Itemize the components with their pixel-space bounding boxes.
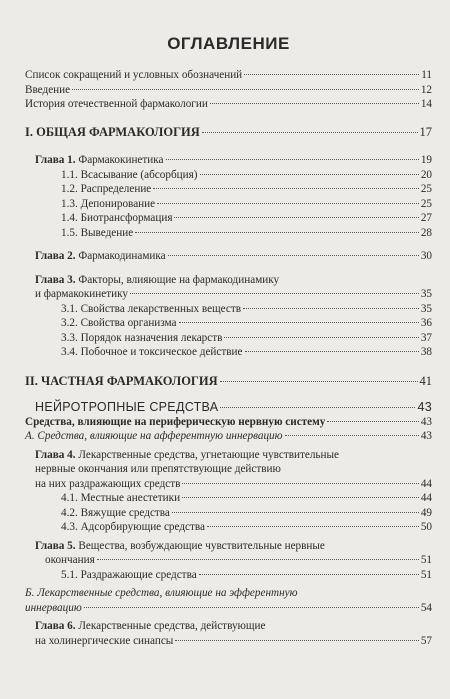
page-number: 14 bbox=[420, 98, 432, 110]
page-number: 20 bbox=[420, 168, 432, 181]
page-number: 35 bbox=[420, 302, 432, 315]
toc-neurotropic[interactable]: НЕЙРОТРОПНЫЕ СРЕДСТВА 43 bbox=[35, 400, 432, 414]
toc-entry-introduction[interactable]: Введение 12 bbox=[25, 83, 432, 96]
page-number: 44 bbox=[420, 477, 432, 490]
toc-chapter-2[interactable]: Глава 2. Фармакодинамика 30 bbox=[35, 250, 432, 262]
page-number: 41 bbox=[419, 373, 432, 388]
page-number: 28 bbox=[420, 226, 432, 239]
page-number: 51 bbox=[420, 554, 432, 566]
chapter-label: Глава 4. bbox=[35, 448, 76, 461]
page-number: 35 bbox=[420, 288, 432, 300]
toc-section-3-1[interactable]: 3.1. Свойства лекарственных веществ 35 bbox=[61, 302, 432, 315]
chapter-label: Глава 6. bbox=[35, 620, 76, 632]
page-number: 49 bbox=[420, 506, 432, 519]
toc-part-special[interactable]: II. ЧАСТНАЯ ФАРМАКОЛОГИЯ 41 bbox=[25, 373, 432, 388]
toc-afferent[interactable]: А. Средства, влияющие на афферентную иннервацию 43 bbox=[25, 430, 432, 442]
page-number: 11 bbox=[421, 69, 432, 81]
chapter-label: Глава 5. bbox=[35, 539, 76, 552]
page-number: 50 bbox=[420, 521, 432, 533]
chapter-label: Глава 2. bbox=[35, 250, 76, 262]
toc-section-1-1[interactable]: 1.1. Всасывание (абсорбция) 20 bbox=[61, 168, 432, 181]
page-number: 57 bbox=[420, 634, 432, 647]
page-title: ОГЛАВЛЕНИЕ bbox=[167, 34, 290, 53]
toc-efferent[interactable]: Б. Лекарственные средства, влияющие на эфферентную иннервацию 54 bbox=[25, 587, 432, 614]
toc-section-1-3[interactable]: 1.3. Депонирование 25 bbox=[61, 197, 432, 210]
toc-section-4-2[interactable]: 4.2. Вяжущие средства 49 bbox=[61, 506, 432, 519]
toc-entry-abbreviations[interactable]: Список сокращений и условных обозначений 11 bbox=[25, 69, 432, 81]
toc-chapter-3[interactable]: Глава 3. Факторы, влияющие на фармакодинамику и фармакокинетику 35 bbox=[35, 273, 432, 300]
toc-chapter-4[interactable]: Глава 4. Лекарственные средства, угнетающие чувствительные нервные окончания или препятствующие действию на них раздражающих средств 44 bbox=[35, 448, 432, 490]
page-number: 44 bbox=[420, 492, 432, 504]
toc-section-4-1[interactable]: 4.1. Местные анестетики 44 bbox=[61, 492, 432, 504]
page-number: 43 bbox=[420, 415, 432, 428]
toc-section-1-5[interactable]: 1.5. Выведение 28 bbox=[61, 226, 432, 239]
page-number: 17 bbox=[419, 124, 432, 139]
toc-section-1-2[interactable]: 1.2. Распределение 25 bbox=[61, 183, 432, 195]
page-number: 54 bbox=[420, 601, 432, 614]
toc-section-3-4[interactable]: 3.4. Побочное и токсическое действие 38 bbox=[61, 346, 432, 358]
chapter-label: Глава 3. bbox=[35, 273, 76, 286]
toc-section-1-4[interactable]: 1.4. Биотрансформация 27 bbox=[61, 212, 432, 224]
page-number: 25 bbox=[420, 197, 432, 210]
page-number: 36 bbox=[420, 317, 432, 329]
toc-entry-history[interactable]: История отечественной фармакологии 14 bbox=[25, 98, 432, 110]
toc-chapter-5[interactable]: Глава 5. Вещества, возбуждающие чувствительные нервные окончания 51 bbox=[35, 539, 432, 566]
toc-section-4-3[interactable]: 4.3. Адсорбирующие средства 50 bbox=[61, 521, 432, 533]
toc-section-3-3[interactable]: 3.3. Порядок назначения лекарств 37 bbox=[61, 331, 432, 344]
toc-section-3-2[interactable]: 3.2. Свойства организма 36 bbox=[61, 317, 432, 329]
page-number: 25 bbox=[420, 183, 432, 195]
chapter-label: Глава 1. bbox=[35, 154, 76, 166]
table-of-contents bbox=[25, 68, 432, 648]
page-number: 30 bbox=[420, 250, 432, 262]
page-number: 43 bbox=[417, 400, 432, 414]
page-number: 37 bbox=[420, 331, 432, 344]
page-number: 27 bbox=[420, 212, 432, 224]
page-number: 19 bbox=[420, 154, 432, 166]
toc-section-5-1[interactable]: 5.1. Раздражающие средства 51 bbox=[61, 568, 432, 581]
page-number: 12 bbox=[420, 83, 432, 96]
toc-peripheral[interactable]: Средства, влияющие на периферическую нервную систему 43 bbox=[25, 415, 432, 428]
toc-chapter-6[interactable]: Глава 6. Лекарственные средства, действующие на холинергические синапсы 57 bbox=[35, 620, 432, 647]
page-number: 38 bbox=[420, 346, 432, 358]
page-number: 43 bbox=[420, 430, 432, 442]
toc-part-general[interactable]: I. ОБЩАЯ ФАРМАКОЛОГИЯ 17 bbox=[25, 124, 432, 139]
toc-chapter-1[interactable]: Глава 1. Фармакокинетика 19 bbox=[35, 154, 432, 166]
page-number: 51 bbox=[420, 568, 432, 581]
